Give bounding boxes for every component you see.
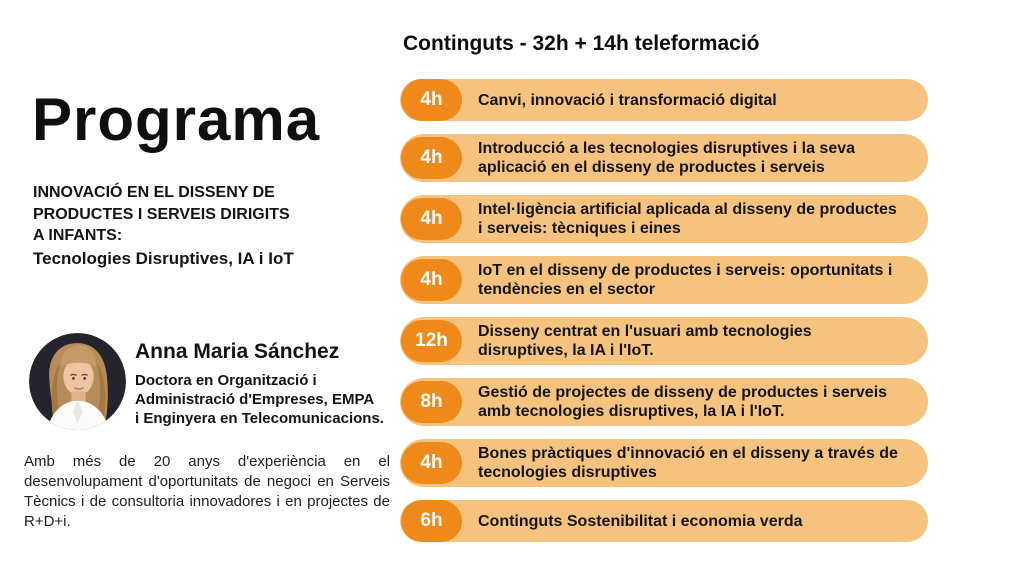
hours-badge [401,500,462,542]
course-tagline: Tecnologies Disruptives, IA i IoT [33,249,294,268]
content-item-label: Intel·ligència artificial aplicada al disseny de productes i serveis: tècniques i eines [478,201,897,237]
content-item [400,256,928,304]
hours-badge-label: 4h [420,147,443,168]
hours-badge [401,442,462,484]
instructor-card [29,333,410,430]
content-item-label: Disseny centrat en l'usuari amb tecnologies disruptives, la IA i l'IoT. [478,323,812,359]
content-item-label: Introducció a les tecnologies disruptives i la seva aplicació en el disseny de productes i serveis [478,140,856,176]
content-item [400,500,928,542]
instructor-credential-line: i Enginyera en Telecomunicacions. [135,410,384,428]
hours-badge-label: 6h [420,510,443,531]
content-item [400,195,928,243]
content-item-label: Bones pràctiques d'innovació en el disseny a través de tecnologies disruptives [478,445,898,481]
page-title: Programa [32,86,321,153]
content-item [400,79,928,121]
instructor-credentials [135,371,410,428]
course-subtitle-line: PRODUCTES I SERVEIS DIRIGITS [33,205,290,223]
content-item [400,439,928,487]
content-item [400,134,928,182]
content-item [400,317,928,365]
instructor-avatar-photo [29,333,126,430]
hours-badge-label: 4h [420,89,443,110]
content-item-label: Gestió de projectes de disseny de productes i serveis amb tecnologies disruptives, la IA i l'IoT. [478,384,888,420]
hours-badge [401,137,462,179]
hours-badge [401,198,462,240]
content-item [400,378,928,426]
hours-badge-label: 12h [415,330,448,351]
hours-badge [401,79,462,121]
contents-heading: Continguts - 32h + 14h teleformació [403,32,760,55]
hours-badge [401,320,462,362]
hours-badge-label: 4h [420,208,443,229]
instructor-name: Anna Maria Sánchez [135,340,340,363]
course-subtitle [33,182,290,247]
course-subtitle-line: A INFANTS: [33,227,123,244]
instructor-credential-line: Administració d'Empreses, EMPA [135,391,375,409]
instructor-bio: Amb més de 20 anys d'experiència en el desenvolupament d'oportunitats de negoci en Serveis Tècnics i de consultoria innovadores i en projectes de R+D+i. [24,453,390,530]
course-subtitle-line: INNOVACIÓ EN EL DISSENY DE [33,184,275,201]
contents-list [400,79,928,542]
hours-badge-label: 4h [420,452,443,473]
hours-badge [401,381,462,423]
content-item-label: IoT en el disseny de productes i serveis: oportunitats i tendències en el sector [478,262,893,298]
content-item-label: Continguts Sostenibilitat i economia verda [478,512,803,530]
hours-badge-label: 8h [420,391,443,412]
instructor-credential-line: Doctora en Organització i [135,372,317,390]
hours-badge-label: 4h [420,269,443,290]
instructor-info [135,333,410,428]
content-item-label: Canvi, innovació i transformació digital [478,91,777,109]
hours-badge [401,259,462,301]
